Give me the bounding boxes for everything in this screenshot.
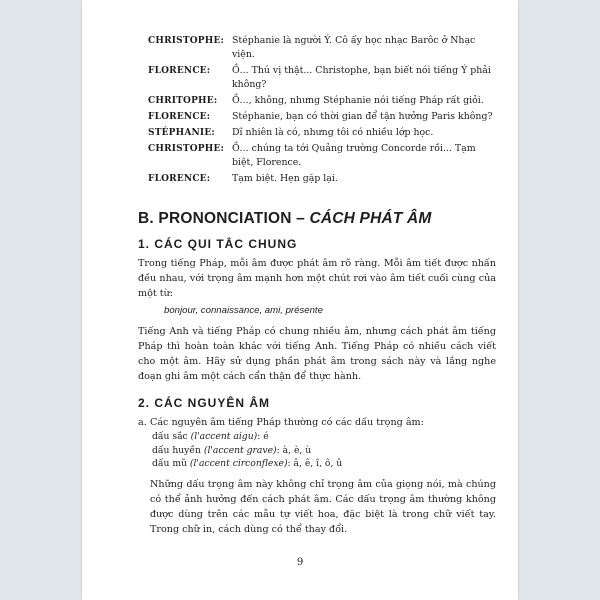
dialogue-line xyxy=(148,94,496,108)
accent-chars: : â, ê, î, ô, û xyxy=(287,458,343,469)
speaker-name: STÉPHANIE: xyxy=(148,128,215,138)
dialogue-line xyxy=(148,126,496,140)
list-item-body xyxy=(150,415,496,537)
dialogue-line xyxy=(148,110,496,124)
page-content xyxy=(138,34,496,537)
section-title-main: B. PRONONCIATION – xyxy=(138,210,310,227)
list-item xyxy=(138,415,496,537)
accent-line xyxy=(152,444,496,458)
accent-note: Những dấu trọng âm này không chỉ trọng âm của giọng nói, mà chúng có thể ảnh hưởng đến cách phát âm. Các dấu trọng âm thường không được dùng trên các mẫu tự viết hoa, đặc biệt là trong chữ viết tay. Trong chữ in, cách dùng có thể thay đổi. xyxy=(150,478,496,535)
accent-label: dấu huyền xyxy=(152,444,204,456)
dialogue-line xyxy=(148,142,496,170)
dialogue xyxy=(148,34,496,186)
accent-chars: : é xyxy=(257,431,269,442)
accent-name: (l'accent circonflexe) xyxy=(189,458,288,469)
speaker-name: CHRITOPHE: xyxy=(148,96,218,106)
accent-line xyxy=(152,457,496,471)
dialogue-text: Ồ..., không, nhưng Stéphanie nói tiếng Pháp rất giỏi. xyxy=(232,95,484,106)
section-title-italic: CÁCH PHÁT ÂM xyxy=(309,210,432,227)
paragraph: Trong tiếng Pháp, mỗi âm được phát âm rõ ràng. Mỗi âm tiết được nhấn đều nhau, với trọng âm mạnh hơn một chút rơi vào âm tiết cuối cùng của một từ: xyxy=(138,258,496,299)
speaker-name: CHRISTOPHE: xyxy=(148,36,225,46)
dialogue-text: Tạm biệt. Hẹn gặp lại. xyxy=(232,173,338,184)
dialogue-text: Dĩ nhiên là có, nhưng tôi có nhiều lớp học. xyxy=(232,127,434,138)
subheading-general-rules xyxy=(138,237,496,251)
dialogue-text: Stéphanie, bạn có thời gian để tận hưởng Paris không? xyxy=(232,111,493,122)
speaker-name: FLORENCE: xyxy=(148,66,211,76)
list-marker: a. xyxy=(138,417,147,428)
list-item-intro: Các nguyên âm tiếng Pháp thường có các dấu trọng âm: xyxy=(150,417,424,428)
subheading-text: 2. CÁC NGUYÊN ÂM xyxy=(138,396,271,410)
speaker-name: CHRISTOPHE: xyxy=(148,144,225,154)
dialogue-line xyxy=(148,34,496,62)
speaker-name: FLORENCE: xyxy=(148,174,211,184)
paragraph: Tiếng Anh và tiếng Pháp có chung nhiều âm, nhưng cách phát âm tiếng Pháp thì hoàn toàn khác với tiếng Anh. Tiếng Pháp có nhiều cách viết cho một âm. Hãy sử dụng phần phát âm trong sách này và lắng nghe đoạn ghi âm một cách cẩn thận để thực hành. xyxy=(138,326,496,382)
page-number: 9 xyxy=(296,557,304,568)
subheading-text: 1. CÁC QUI TẮC CHUNG xyxy=(138,237,298,251)
dialogue-text: Stéphanie là người Ý. Cô ấy học nhạc Barôc ở Nhạc viện. xyxy=(232,35,476,60)
accent-label: dấu mũ xyxy=(152,458,190,469)
accent-line xyxy=(152,430,496,444)
accent-label: dấu sắc xyxy=(152,431,191,442)
example-words: bonjour, connaissance, ami, présente xyxy=(164,305,323,316)
accent-name: (l'accent grave) xyxy=(203,444,277,456)
book-page xyxy=(82,0,518,600)
section-heading-pronunciation xyxy=(138,210,496,228)
subheading-vowels xyxy=(138,396,496,410)
dialogue-line xyxy=(148,64,496,92)
speaker-name: FLORENCE: xyxy=(148,112,211,122)
accent-name: (l'accent aigu) xyxy=(190,431,258,442)
accent-chars: : à, è, ù xyxy=(276,444,312,456)
dialogue-text: Ồ... chúng ta tới Quảng trường Concorde rồi... Tạm biệt, Florence. xyxy=(232,143,476,168)
dialogue-text: Ồ... Thú vị thật... Christophe, bạn biết nói tiếng Ý phải không? xyxy=(232,65,491,90)
dialogue-line xyxy=(148,172,496,186)
